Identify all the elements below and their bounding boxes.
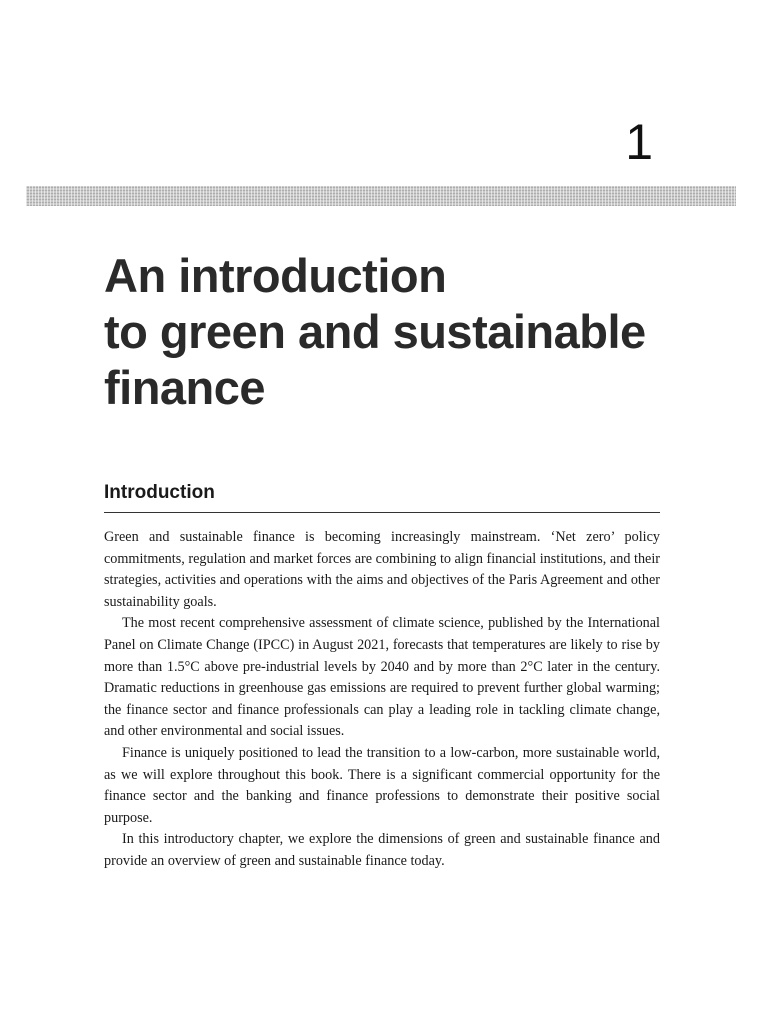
chapter-number: 1 — [625, 114, 653, 170]
paragraph: Green and sustainable finance is becoming increasingly mainstream. ‘Net zero’ policy commitments, regulation and market forces are combining to align financial institutions, and their strategies, activities and operations with the aims and objectives of the Paris Agreement and other sustainability goals. — [104, 529, 660, 610]
chapter-title-line: finance — [104, 361, 266, 414]
chapter-title-line: An introduction — [104, 249, 447, 302]
paragraph: In this introductory chapter, we explore the dimensions of green and sustainable finance and provide an overview of green and sustainable finance today. — [104, 831, 660, 869]
chapter-title-line: to green and sustainable — [104, 305, 646, 358]
paragraph: The most recent comprehensive assessment of climate science, published by the International Panel on Climate Change (IPCC) in August 2021, forecasts that temperatures are likely to rise by more than 1.5°C above pre-industrial levels by 2040 and by more than 2°C later in the century. Dramatic reductions in greenhouse gas emissions are required to prevent further global warming; the finance sector and finance professionals can play a leading role in tackling climate change, and other environmental and social issues. — [104, 615, 660, 740]
paragraph: Finance is uniquely positioned to lead the transition to a low-carbon, more sustainable world, as we will explore throughout this book. There is a significant commercial opportunity for the finance sector and the banking and finance professions to demonstrate their positive social purpose. — [104, 744, 660, 826]
chapter-title — [104, 248, 704, 416]
section-heading-rule — [104, 512, 660, 513]
body-text — [104, 527, 660, 873]
section-heading: Introduction — [104, 482, 215, 503]
chapter-header-band — [26, 186, 736, 206]
